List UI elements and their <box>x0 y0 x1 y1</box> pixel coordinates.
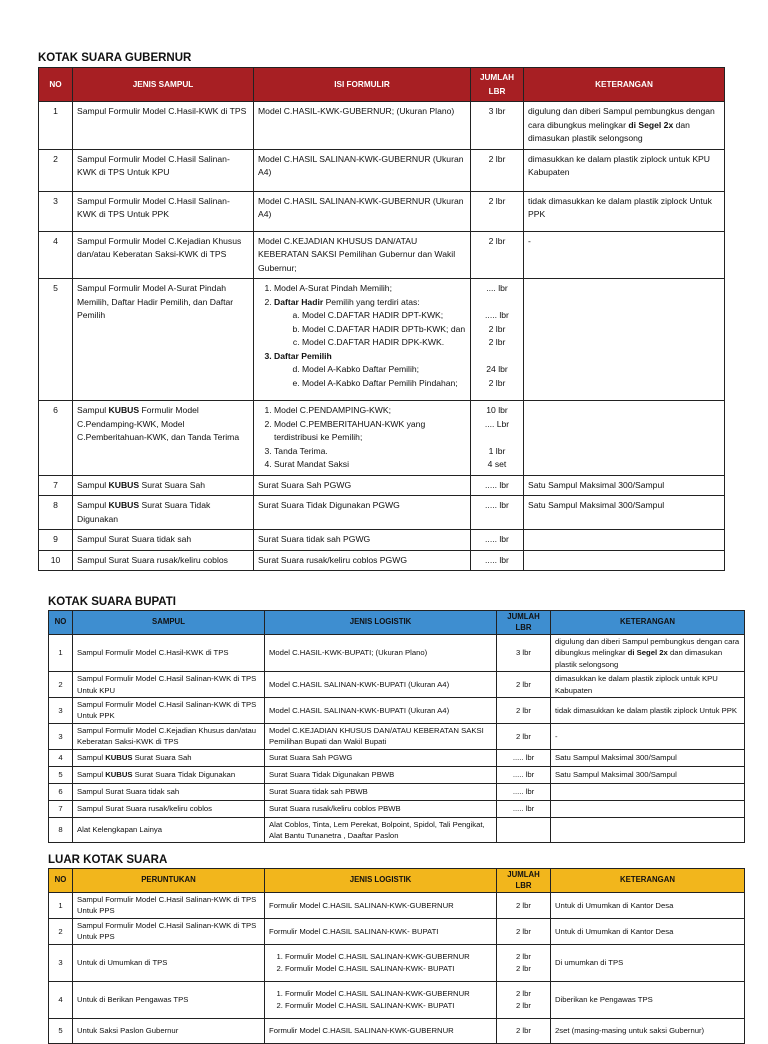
cell-keterangan <box>524 102 725 150</box>
col-header-no: NO <box>49 869 73 893</box>
cell-jumlah: ..... lbr <box>471 475 524 496</box>
ket-bold: di Segel 2x <box>627 648 668 658</box>
cell-no: 5 <box>49 1018 73 1043</box>
bupati-section <box>48 596 744 843</box>
cell-sampul: Sampul Surat Suara rusak/keliru coblos <box>73 800 265 817</box>
sampul-text: Sampul <box>77 500 109 510</box>
cell-keterangan: dimasukkan ke dalam plastik ziplock untuk KPU Kabupaten <box>524 149 725 191</box>
cell-sampul: Sampul Formulir Model A-Surat Pindah Memilih, Daftar Hadir Pemilih, dan Daftar Pemilih <box>73 279 254 401</box>
jumlah-value: 2 lbr <box>488 337 506 347</box>
cell-no: 3 <box>49 944 73 981</box>
cell-no: 6 <box>39 401 73 476</box>
table-row <box>39 550 725 571</box>
cell-keterangan: Untuk di Umumkan di Kantor Desa <box>551 918 745 944</box>
cell-keterangan: Diberikan ke Pengawas TPS <box>551 981 745 1018</box>
ket-text: digulung dan diberi Sampul pembungkus dengan cara dibungkus melingkar <box>528 106 715 130</box>
cell-peruntukan: Sampul Formulir Model C.Hasil Salinan-KWK di TPS Untuk PPS <box>73 918 265 944</box>
cell-jumlah <box>497 981 551 1018</box>
cell-jumlah <box>471 401 524 476</box>
item-text: Pemilih yang terdiri atas: <box>323 296 420 307</box>
cell-keterangan <box>524 550 725 571</box>
col-header-sampul: SAMPUL <box>73 611 265 635</box>
col-header-no: NO <box>39 68 73 102</box>
gubernur-section <box>38 52 724 571</box>
col-header-isi-formulir: ISI FORMULIR <box>254 68 471 102</box>
sampul-text: Sampul <box>77 752 106 762</box>
cell-jumlah: 3 lbr <box>497 635 551 672</box>
cell-isi: Surat Suara tidak sah PBWB <box>265 783 497 800</box>
list-item: 1. Model C.PENDAMPING-KWK; <box>274 404 466 418</box>
jumlah-value: 4 set <box>487 459 507 469</box>
cell-jumlah: 2 lbr <box>471 149 524 191</box>
cell-jumlah <box>497 817 551 843</box>
cell-no: 2 <box>49 918 73 944</box>
cell-jumlah: ..... lbr <box>497 766 551 783</box>
cell-no: 3 <box>49 698 73 724</box>
jumlah-value: 2 lbr <box>488 323 506 334</box>
table-row <box>49 635 745 672</box>
cell-jumlah <box>497 944 551 981</box>
cell-jumlah: ..... lbr <box>497 783 551 800</box>
cell-isi: Alat Coblos, Tinta, Lem Perekat, Bolpoint, Spidol, Tali Pengikat, Alat Bantu Tunanetra , Daaftar Paslon <box>265 817 497 843</box>
cell-isi <box>254 401 471 476</box>
ket-text: dan dimasukan plastik selongsong <box>555 648 723 669</box>
cell-no: 2 <box>39 149 73 191</box>
cell-jumlah: 2 lbr <box>497 698 551 724</box>
table-row <box>49 893 745 919</box>
cell-jumlah: 3 lbr <box>471 102 524 150</box>
cell-peruntukan: Untuk di Berikan Pengawas TPS <box>73 981 265 1018</box>
cell-sampul <box>73 766 265 783</box>
cell-no: 1 <box>39 102 73 150</box>
cell-sampul: Alat Kelengkapan Lainya <box>73 817 265 843</box>
formulir-list <box>258 404 466 472</box>
sampul-bold: KUBUS <box>105 769 133 779</box>
jumlah-value: 2 lbr <box>516 989 531 999</box>
cell-jumlah: ..... lbr <box>471 550 524 571</box>
cell-keterangan <box>524 401 725 476</box>
cell-keterangan: - <box>524 231 725 279</box>
luar-section <box>48 854 744 1044</box>
cell-jumlah: 2 lbr <box>497 723 551 749</box>
table-row <box>39 191 725 231</box>
cell-sampul <box>73 401 254 476</box>
cell-sampul: Sampul Formulir Model C.Hasil Salinan-KWK di TPS Untuk PPK <box>73 698 265 724</box>
table-header-row <box>49 611 745 635</box>
cell-sampul: Sampul Formulir Model C.Hasil-KWK di TPS <box>73 635 265 672</box>
cell-peruntukan: Untuk Saksi Paslon Gubernur <box>73 1018 265 1043</box>
bupati-table <box>48 610 745 843</box>
jumlah-value: .... lbr <box>486 283 508 293</box>
cell-keterangan: Satu Sampul Maksimal 300/Sampul <box>524 475 725 496</box>
cell-no: 4 <box>39 231 73 279</box>
formulir-list <box>269 988 492 1011</box>
list-item: 2. Formulir Model C.HASIL SALINAN-KWK- BUPATI <box>285 963 492 974</box>
ket-bold: di Segel 2x <box>628 119 674 130</box>
table-row <box>49 944 745 981</box>
cell-sampul: Sampul Formulir Model C.Hasil Salinan-KWK di TPS Untuk KPU <box>73 149 254 191</box>
table-header-row <box>39 68 725 102</box>
list-item: 3. Tanda Terima. <box>274 445 466 459</box>
cell-isi: Surat Suara rusak/keliru coblos PGWG <box>254 550 471 571</box>
col-header-jenis-sampul: JENIS SAMPUL <box>73 68 254 102</box>
luar-title: LUAR KOTAK SUARA <box>48 854 168 866</box>
cell-no: 7 <box>49 800 73 817</box>
table-row <box>49 800 745 817</box>
cell-isi: Model C.HASIL SALINAN-KWK-GUBERNUR (Ukuran A4) <box>254 149 471 191</box>
cell-sampul: Sampul Surat Suara rusak/keliru coblos <box>73 550 254 571</box>
item-text: Daftar Pemilih <box>274 350 332 361</box>
sampul-text: Sampul <box>77 405 109 415</box>
cell-isi: Formulir Model C.HASIL SALINAN-KWK-GUBERNUR <box>265 893 497 919</box>
table-row <box>49 723 745 749</box>
col-header-jenis-logistik: JENIS LOGISTIK <box>265 869 497 893</box>
col-header-jumlah: JUMLAH LBR <box>497 869 551 893</box>
cell-isi: Model C.HASIL SALINAN-KWK-BUPATI (Ukuran A4) <box>265 672 497 698</box>
col-header-keterangan: KETERANGAN <box>551 869 745 893</box>
cell-isi: Surat Suara Tidak Digunakan PBWB <box>265 766 497 783</box>
table-row <box>39 475 725 496</box>
cell-isi: Model C.HASIL SALINAN-KWK-BUPATI (Ukuran A4) <box>265 698 497 724</box>
jumlah-value: 2 lbr <box>516 963 531 973</box>
cell-keterangan: Untuk di Umumkan di Kantor Desa <box>551 893 745 919</box>
cell-keterangan: Di umumkan di TPS <box>551 944 745 981</box>
cell-no: 6 <box>49 783 73 800</box>
table-row <box>49 918 745 944</box>
table-row <box>49 981 745 1018</box>
cell-keterangan: 2set (masing-masing untuk saksi Gubernur) <box>551 1018 745 1043</box>
cell-no: 4 <box>49 749 73 766</box>
formulir-list <box>258 282 466 390</box>
list-item <box>274 350 466 391</box>
table-row <box>49 749 745 766</box>
cell-peruntukan: Sampul Formulir Model C.Hasil Salinan-KWK di TPS Untuk PPS <box>73 893 265 919</box>
col-header-jumlah: JUMLAH LBR <box>471 68 524 102</box>
cell-keterangan: tidak dimasukkan ke dalam plastik ziplock Untuk PPK <box>551 698 745 724</box>
cell-no: 3 <box>49 723 73 749</box>
cell-isi: Surat Suara rusak/keliru coblos PBWB <box>265 800 497 817</box>
cell-no: 7 <box>39 475 73 496</box>
list-item: e. Model A-Kabko Daftar Pemilih Pindahan; <box>302 377 466 391</box>
cell-sampul: Sampul Surat Suara tidak sah <box>73 783 265 800</box>
list-item: 1. Formulir Model C.HASIL SALINAN-KWK-GUBERNUR <box>285 951 492 962</box>
table-row <box>39 149 725 191</box>
cell-no: 9 <box>39 530 73 551</box>
list-item: d. Model A-Kabko Daftar Pemilih; <box>302 363 466 377</box>
jumlah-value: 2 lbr <box>516 1000 531 1010</box>
table-row <box>39 231 725 279</box>
jumlah-value: ..... lbr <box>485 310 509 320</box>
cell-sampul <box>73 749 265 766</box>
sampul-bold: KUBUS <box>108 500 140 510</box>
cell-jumlah <box>471 279 524 401</box>
col-header-jenis-logistik: JENIS LOGISTIK <box>265 611 497 635</box>
cell-sampul <box>73 475 254 496</box>
table-row <box>49 766 745 783</box>
sub-list <box>274 309 466 350</box>
cell-isi: Model C.HASIL SALINAN-KWK-GUBERNUR (Ukuran A4) <box>254 191 471 231</box>
cell-no: 8 <box>39 496 73 530</box>
cell-keterangan <box>551 635 745 672</box>
table-row <box>39 496 725 530</box>
table-row <box>39 102 725 150</box>
sampul-bold: KUBUS <box>108 479 140 490</box>
table-row <box>49 817 745 843</box>
table-row <box>49 783 745 800</box>
cell-jumlah: 2 lbr <box>471 191 524 231</box>
cell-isi: Surat Suara Tidak Digunakan PGWG <box>254 496 471 530</box>
cell-jumlah: ..... lbr <box>471 496 524 530</box>
cell-sampul: Sampul Formulir Model C.Hasil Salinan-KWK di TPS Untuk KPU <box>73 672 265 698</box>
cell-isi: Formulir Model C.HASIL SALINAN-KWK-GUBERNUR <box>265 1018 497 1043</box>
jumlah-value: 2 lbr <box>488 377 506 388</box>
cell-sampul: Sampul Formulir Model C.Kejadian Khusus dan/atau Keberatan Saksi-KWK di TPS <box>73 723 265 749</box>
sub-list <box>274 363 466 390</box>
cell-jumlah: 2 lbr <box>471 231 524 279</box>
cell-keterangan <box>524 279 725 401</box>
cell-jumlah: ..... lbr <box>471 530 524 551</box>
cell-no: 1 <box>49 893 73 919</box>
cell-keterangan: - <box>551 723 745 749</box>
col-header-keterangan: KETERANGAN <box>524 68 725 102</box>
table-row <box>39 279 725 401</box>
formulir-list <box>269 951 492 974</box>
cell-no: 10 <box>39 550 73 571</box>
cell-isi: Surat Suara Sah PGWG <box>254 475 471 496</box>
sampul-text: Sampul <box>77 769 106 779</box>
jumlah-value: 1 lbr <box>488 445 506 456</box>
sampul-text: Surat Suara Tidak Digunakan <box>132 769 236 779</box>
list-item: 2. Formulir Model C.HASIL SALINAN-KWK- BUPATI <box>285 1000 492 1011</box>
cell-isi <box>265 981 497 1018</box>
cell-sampul <box>73 496 254 530</box>
cell-keterangan <box>524 530 725 551</box>
cell-keterangan: dimasukkan ke dalam plastik ziplock untuk KPU Kabupaten <box>551 672 745 698</box>
cell-no: 5 <box>39 279 73 401</box>
list-item: b. Model C.DAFTAR HADIR DPTb-KWK; dan <box>302 323 466 337</box>
cell-isi: Model C.HASIL-KWK-BUPATI; (Ukuran Plano) <box>265 635 497 672</box>
cell-jumlah: 2 lbr <box>497 672 551 698</box>
sampul-bold: KUBUS <box>105 752 133 762</box>
list-item: 4. Surat Mandat Saksi <box>274 458 466 472</box>
cell-no: 5 <box>49 766 73 783</box>
cell-isi: Surat Suara tidak sah PGWG <box>254 530 471 551</box>
col-header-keterangan: KETERANGAN <box>551 611 745 635</box>
cell-no: 3 <box>39 191 73 231</box>
cell-keterangan <box>551 817 745 843</box>
cell-no: 8 <box>49 817 73 843</box>
cell-sampul: Sampul Formulir Model C.Kejadian Khusus dan/atau Keberatan Saksi-KWK di TPS <box>73 231 254 279</box>
cell-keterangan: tidak dimasukkan ke dalam plastik ziplock Untuk PPK <box>524 191 725 231</box>
sampul-text: Sampul <box>77 479 109 490</box>
table-row <box>39 401 725 476</box>
cell-isi: Formulir Model C.HASIL SALINAN-KWK- BUPATI <box>265 918 497 944</box>
luar-table <box>48 868 745 1044</box>
cell-jumlah: 2 lbr <box>497 1018 551 1043</box>
list-item: c. Model C.DAFTAR HADIR DPK-KWK. <box>302 336 466 350</box>
cell-jumlah: ..... lbr <box>497 800 551 817</box>
cell-keterangan: Satu Sampul Maksimal 300/Sampul <box>551 766 745 783</box>
cell-isi <box>265 944 497 981</box>
sampul-text: Surat Suara Sah <box>139 479 206 490</box>
jumlah-value: 10 lbr <box>486 405 508 415</box>
sampul-bold: KUBUS <box>108 405 140 415</box>
cell-isi: Surat Suara Sah PGWG <box>265 749 497 766</box>
ket-text: digulung dan diberi Sampul pembungkus dengan cara dibungkus melingkar <box>555 637 740 658</box>
cell-keterangan: Satu Sampul Maksimal 300/Sampul <box>524 496 725 530</box>
cell-peruntukan: Untuk di Umumkan di TPS <box>73 944 265 981</box>
list-item: a. Model C.DAFTAR HADIR DPT-KWK; <box>302 309 466 323</box>
cell-isi: Model C.HASIL-KWK-GUBERNUR; (Ukuran Plano) <box>254 102 471 150</box>
sampul-text: Surat Suara Tidak Digunakan <box>77 500 211 524</box>
cell-keterangan: Satu Sampul Maksimal 300/Sampul <box>551 749 745 766</box>
gubernur-title: KOTAK SUARA GUBERNUR <box>38 52 192 64</box>
col-header-peruntukan: PERUNTUKAN <box>73 869 265 893</box>
list-item: 1. Model A-Surat Pindah Memilih; <box>274 282 466 296</box>
cell-sampul: Sampul Formulir Model C.Hasil Salinan-KWK di TPS Untuk PPK <box>73 191 254 231</box>
table-row <box>49 672 745 698</box>
jumlah-value: 24 lbr <box>486 364 508 374</box>
cell-isi <box>254 279 471 401</box>
cell-sampul: Sampul Surat Suara tidak sah <box>73 530 254 551</box>
table-row <box>49 1018 745 1043</box>
jumlah-value: 2 lbr <box>516 952 531 962</box>
cell-jumlah: 2 lbr <box>497 893 551 919</box>
sampul-text: Formulir Model C.Pendamping-KWK, Model C.Pemberitahuan-KWK, dan Tanda Terima <box>77 405 240 442</box>
col-header-no: NO <box>49 611 73 635</box>
list-item <box>274 296 466 350</box>
table-header-row <box>49 869 745 893</box>
sampul-text: Surat Suara Sah <box>132 752 192 762</box>
cell-isi: Model C.KEJADIAN KHUSUS DAN/ATAU KEBERATAN SAKSI Pemilihan Gubernur dan Wakil Gubernur; <box>254 231 471 279</box>
bupati-title: KOTAK SUARA BUPATI <box>48 596 176 608</box>
ket-text: dan dimasukan plastik selongsong <box>528 119 690 143</box>
table-row <box>49 698 745 724</box>
item-bold: Daftar Hadir <box>274 296 324 307</box>
list-item: 1. Formulir Model C.HASIL SALINAN-KWK-GUBERNUR <box>285 988 492 999</box>
jumlah-value: .... Lbr <box>484 418 510 429</box>
cell-no: 1 <box>49 635 73 672</box>
cell-isi: Model C.KEJADIAN KHUSUS DAN/ATAU KEBERATAN SAKSI Pemilihan Bupati dan Wakil Bupati <box>265 723 497 749</box>
gubernur-table <box>38 67 725 571</box>
cell-no: 2 <box>49 672 73 698</box>
cell-jumlah: 2 lbr <box>497 918 551 944</box>
col-header-jumlah: JUMLAH LBR <box>497 611 551 635</box>
cell-sampul: Sampul Formulir Model C.Hasil-KWK di TPS <box>73 102 254 150</box>
cell-no: 4 <box>49 981 73 1018</box>
list-item: 2. Model C.PEMBERITAHUAN-KWK yang terdistribusi ke Pemilih; <box>274 418 466 445</box>
cell-jumlah: ..... lbr <box>497 749 551 766</box>
cell-keterangan <box>551 800 745 817</box>
table-row <box>39 530 725 551</box>
cell-keterangan <box>551 783 745 800</box>
